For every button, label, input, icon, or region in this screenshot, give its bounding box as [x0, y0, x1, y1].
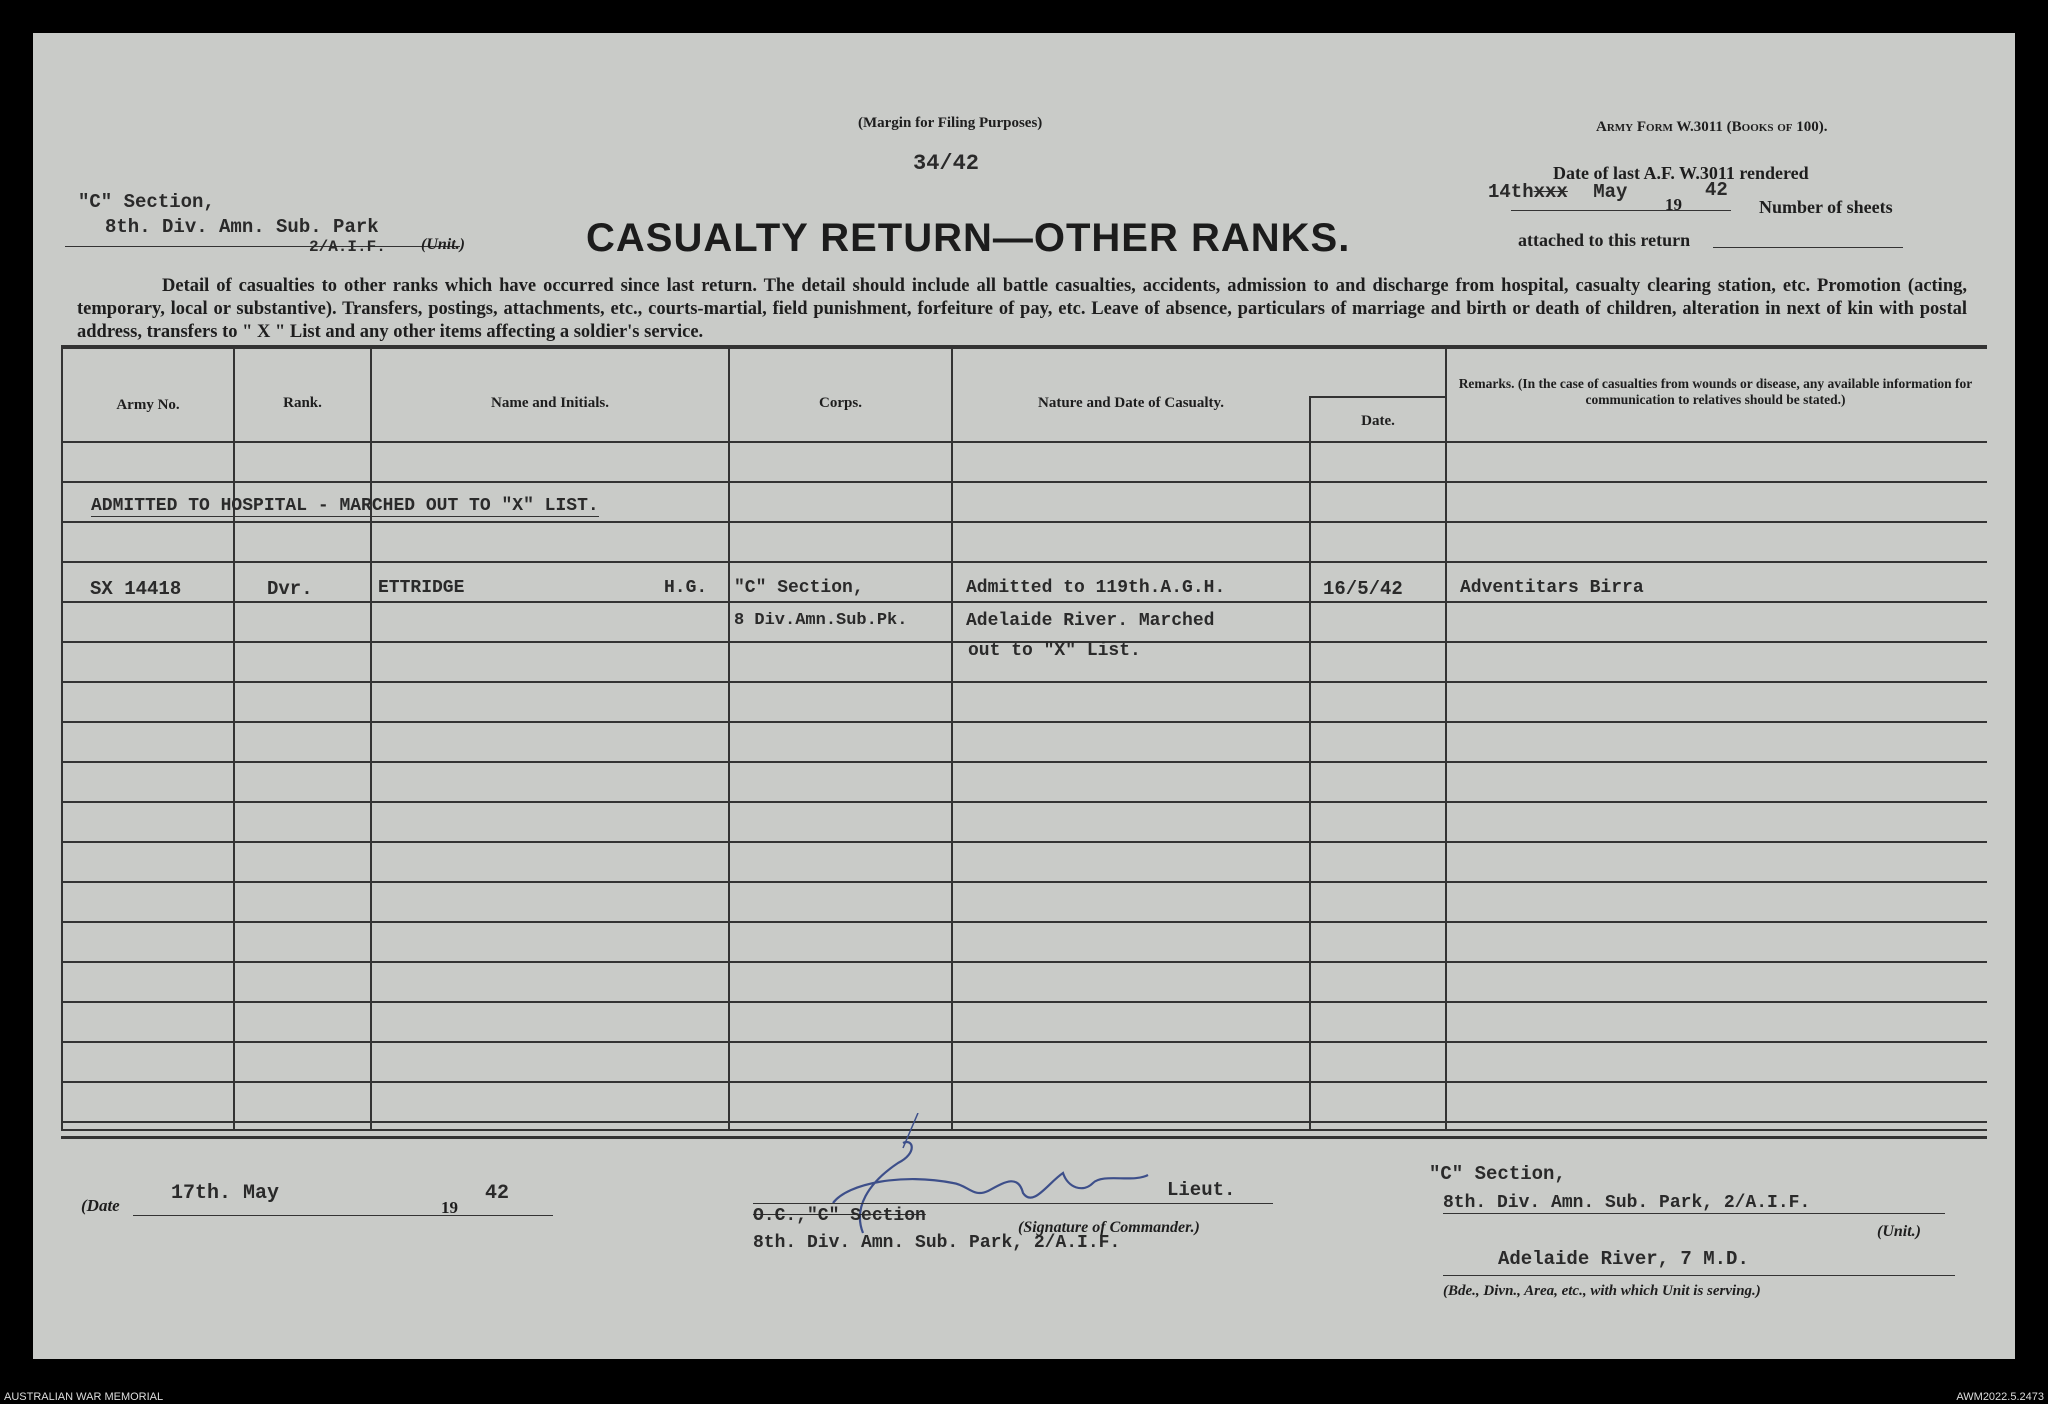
oc-line-1: O.C.,"C" Section [753, 1206, 926, 1226]
credit-left: AUSTRALIAN WAR MEMORIAL [4, 1391, 164, 1403]
col-nature: Nature and Date of Casualty. [1038, 395, 1224, 411]
row-rule [61, 761, 1987, 763]
row-rule [61, 921, 1987, 923]
col-divider [370, 349, 372, 1129]
col-divider [1445, 349, 1447, 1129]
struck-text: xxx [1533, 181, 1568, 203]
entry-remarks: Adventitars Birra [1460, 578, 1644, 598]
unit-line-2: 8th. Div. Amn. Sub. Park [105, 216, 379, 238]
entry-initials: H.G. [664, 578, 708, 598]
entry-nature-1: Admitted to 119th.A.G.H. [966, 578, 1226, 598]
date-subheader-rule [1309, 396, 1445, 398]
footer-rank: Lieut. [1167, 1179, 1236, 1201]
row-rule [61, 721, 1987, 723]
row-rule [61, 441, 1987, 443]
footer-date: 17th. May [171, 1182, 280, 1205]
footer-unit-1: "C" Section, [1429, 1163, 1566, 1185]
col-divider [728, 349, 730, 1129]
date-label: (Date [81, 1196, 120, 1215]
row-rule [61, 521, 1987, 523]
attached-label: attached to this return [1518, 230, 1691, 250]
unit-line-1: "C" Section, [78, 191, 215, 213]
footer-unit-2: 8th. Div. Amn. Sub. Park, 2/A.I.F. [1443, 1193, 1945, 1214]
col-divider [951, 349, 953, 1129]
instructions-paragraph: Detail of casualties to other ranks which have occurred since last return. The detail should include all battle casualties, accidents, admission to and discharge from hospital, casualty clearing station, etc. Promotion (acting, temporary, local or substantive). Transfers, postings, attachments, etc., courts-martial, field punishment, forfeiture of pay, etc. Leave of absence, particulars of marriage and birth or death of children, alteration in next of kin with postal address, transfers to " X " List and any other items affecting a soldier's service. [77, 276, 1967, 342]
row-rule [61, 881, 1987, 883]
col-date: Date. [1361, 413, 1395, 429]
row-rule [61, 801, 1987, 803]
entry-rank: Dvr. [267, 578, 313, 600]
section-heading: ADMITTED TO HOSPITAL - MARCHED OUT TO "X" LIST. [91, 496, 599, 516]
footer-year: 42 [485, 1182, 510, 1205]
margin-note: (Margin for Filing Purposes) [858, 115, 1043, 131]
last-return-date: 14th [1488, 181, 1534, 203]
serving-location: Adelaide River, 7 M.D. [1498, 1248, 1749, 1270]
oc-line-2: 8th. Div. Amn. Sub. Park, 2/A.I.F. [753, 1233, 1121, 1253]
col-corps: Corps. [819, 395, 862, 411]
row-rule [61, 1081, 1987, 1083]
entry-name: ETTRIDGE [378, 578, 465, 598]
row-rule [61, 841, 1987, 843]
unit-line-3: 2/A.I.F. [309, 238, 386, 256]
unit-underline [65, 246, 460, 247]
col-divider [1309, 396, 1311, 1129]
last-return-year: 42 [1705, 179, 1728, 201]
credit-right: AWM2022.5.2473 [1956, 1391, 2044, 1403]
serving-label: (Bde., Divn., Area, etc., with which Unit is serving.) [1443, 1283, 1761, 1299]
last-return-label: Date of last A.F. W.3011 rendered [1553, 163, 1809, 183]
col-rank: Rank. [283, 395, 322, 411]
footer-unit-label: (Unit.) [1877, 1223, 1921, 1240]
entry-nature-3: out to "X" List. [968, 641, 1141, 661]
row-rule [61, 681, 1987, 683]
serving-underline [1443, 1275, 1955, 1276]
year-underline [1689, 210, 1731, 211]
table-top-rule [61, 345, 1987, 349]
col-remarks: Remarks. (In the case of casualties from wounds or disease, any available information for communication to relatives should be stated.) [1458, 376, 1973, 407]
entry-nature-2: Adelaide River. Marched [966, 611, 1215, 631]
unit-label: (Unit.) [421, 236, 465, 253]
date-underline [133, 1215, 553, 1216]
col-army-no: Army No. [116, 397, 180, 413]
row-rule [61, 561, 1987, 563]
entry-army-no: SX 14418 [90, 578, 182, 600]
attached-underline [1713, 247, 1903, 248]
row-rule [61, 1001, 1987, 1003]
last-return-month: May [1593, 181, 1628, 203]
file-reference: 34/42 [913, 151, 980, 176]
form-title: CASUALTY RETURN—OTHER RANKS. [586, 216, 1351, 260]
entry-corps-1: "C" Section, [734, 578, 864, 598]
entry-corps-2: 8 Div.Amn.Sub.Pk. [734, 611, 908, 630]
row-rule [61, 961, 1987, 963]
form-sheet [33, 33, 2015, 1359]
signature-label: (Signature of Commander.) [1018, 1219, 1200, 1236]
last-return-year-prefix: 19 [1665, 195, 1682, 214]
signature-line [753, 1203, 1273, 1204]
entry-date: 16/5/42 [1323, 578, 1403, 600]
row-rule [61, 601, 1987, 603]
col-divider [233, 349, 235, 1129]
row-rule [61, 1041, 1987, 1043]
sheets-label: Number of sheets [1759, 197, 1893, 217]
col-name: Name and Initials. [491, 395, 609, 411]
form-id: Army Form W.3011 (Books of 100). [1596, 119, 1828, 135]
table-border-left [61, 349, 63, 1129]
footer-year-prefix: 19 [441, 1198, 458, 1217]
row-rule [61, 481, 1987, 483]
signature-text [793, 1183, 798, 1184]
